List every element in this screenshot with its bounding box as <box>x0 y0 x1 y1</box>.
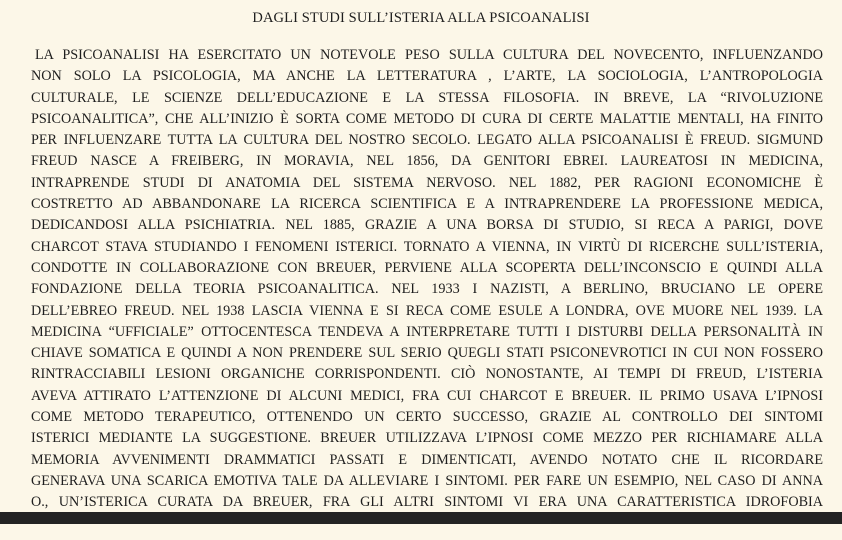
text-line: CONDOTTE IN COLLABORAZIONE CON BREUER, PERVIENE ALLA SCOPERTA DELL’INCONSCIO E QUINDI ALLA <box>31 259 823 276</box>
text-line: PER INFLUENZARE TUTTA LA CULTURA DEL NOSTRO SECOLO. LEGATO ALLA PSICOANALISI È FREUD. SIGMUND <box>31 132 823 149</box>
text-line: ISTERICI MEDIANTE LA SUGGESTIONE. BREUER UTILIZZAVA L’IPNOSI COME MEZZO PER RICHIAMARE ALLA <box>31 430 823 447</box>
text-line: MEDICINA “UFFICIALE” OTTOCENTESCA TENDEVA A INTERPRETARE TUTTI I DISTURBI DELLA PERSONALITÀ IN <box>31 323 823 340</box>
text-line: NON SOLO LA PSICOLOGIA, MA ANCHE LA LETTERATURA , L’ARTE, LA SOCIOLOGIA, L’ANTROPOLOGIA <box>31 68 823 85</box>
text-line: INTRAPRENDE STUDI DI ANATOMIA DEL SISTEMA NERVOSO. NEL 1882, PER RAGIONI ECONOMICHE È <box>31 174 823 191</box>
bottom-strip <box>0 524 842 540</box>
text-line: DEDICANDOSI ALLA PSICHIATRIA. NEL 1885, GRAZIE A UNA BORSA DI STUDIO, SI RECA A PARIGI, DOVE <box>31 217 823 234</box>
text-line: MEMORIA AVVENIMENTI DRAMMATICI PASSATI E DIMENTICATI, AVENDO NOTATO CHE IL RICORDARE <box>31 451 823 468</box>
text-line: GENERAVA UNA SCARICA EMOTIVA TALE DA ALLEVIARE I SINTOMI. PER FARE UN ESEMPIO, NEL CASO DI ANNA <box>31 472 823 489</box>
text-line: CULTURALE, LE SCIENZE DELL’EDUCAZIONE E LA STESSA FILOSOFIA. IN BREVE, LA “RIVOLUZIONE <box>31 89 823 106</box>
text-line: COSTRETTO AD ABBANDONARE LA RICERCA SCIENTIFICA E A INTRAPRENDERE LA PROFESSIONE MEDICA, <box>31 196 823 213</box>
text-line: DELL’EBREO FREUD. NEL 1938 LASCIA VIENNA E SI RECA COME ESULE A LONDRA, OVE MUORE NEL 1939. LA <box>31 302 823 319</box>
text-line: LA PSICOANALISI HA ESERCITATO UN NOTEVOLE PESO SULLA CULTURA DEL NOVECENTO, INFLUENZANDO <box>35 47 823 63</box>
text-line: CHARCOT STAVA STUDIANDO I FENOMENI ISTERICI. TORNATO A VIENNA, IN VIRTÙ DI RICERCHE SULL’ISTERIA, <box>31 238 823 255</box>
text-line: RINTRACCIABILI LESIONI ORGANICHE CORRISPONDENTI. CIÒ NONOSTANTE, AI TEMPI DI FREUD, L’ISTERIA <box>31 366 823 383</box>
document-body <box>31 45 823 512</box>
text-line: O., UN’ISTERICA CURATA DA BREUER, FRA GLI ALTRI SINTOMI VI ERA UNA CARATTERISTICA IDROFOBIA <box>31 494 823 511</box>
text-line: FREUD NASCE A FREIBERG, IN MORAVIA, NEL 1856, DA GENITORI EBREI. LAUREATOSI IN MEDICINA, <box>31 153 823 170</box>
text-line: AVEVA ATTIRATO L’ATTENZIONE DI ALCUNI MEDICI, FRA CUI CHARCOT E BREUER. IL PRIMO USAVA L’IPNOSI <box>31 387 823 404</box>
bottom-dark-bar <box>0 512 842 524</box>
text-line: COME METODO TERAPEUTICO, OTTENENDO UN CERTO SUCCESSO, GRAZIE AL CONTROLLO DEI SINTOMI <box>31 409 823 426</box>
document-title: DAGLI STUDI SULL’ISTERIA ALLA PSICOANALISI <box>252 10 590 26</box>
text-line: FONDAZIONE DELLA TEORIA PSICOANALITICA. NEL 1933 I NAZISTI, A BERLINO, BRUCIANO LE OPERE <box>31 281 823 298</box>
text-line: PSICOANALITICA”, CHE ALL’INIZIO È SORTA COME METODO DI CURA DI CERTE MALATTIE MENTALI, HA FINITO <box>31 110 823 127</box>
text-line: CHIAVE SOMATICA E QUINDI A NON PRENDERE SUL SERIO QUEGLI STATI PSICONEVROTICI IN CUI NON FOSSERO <box>31 345 823 362</box>
